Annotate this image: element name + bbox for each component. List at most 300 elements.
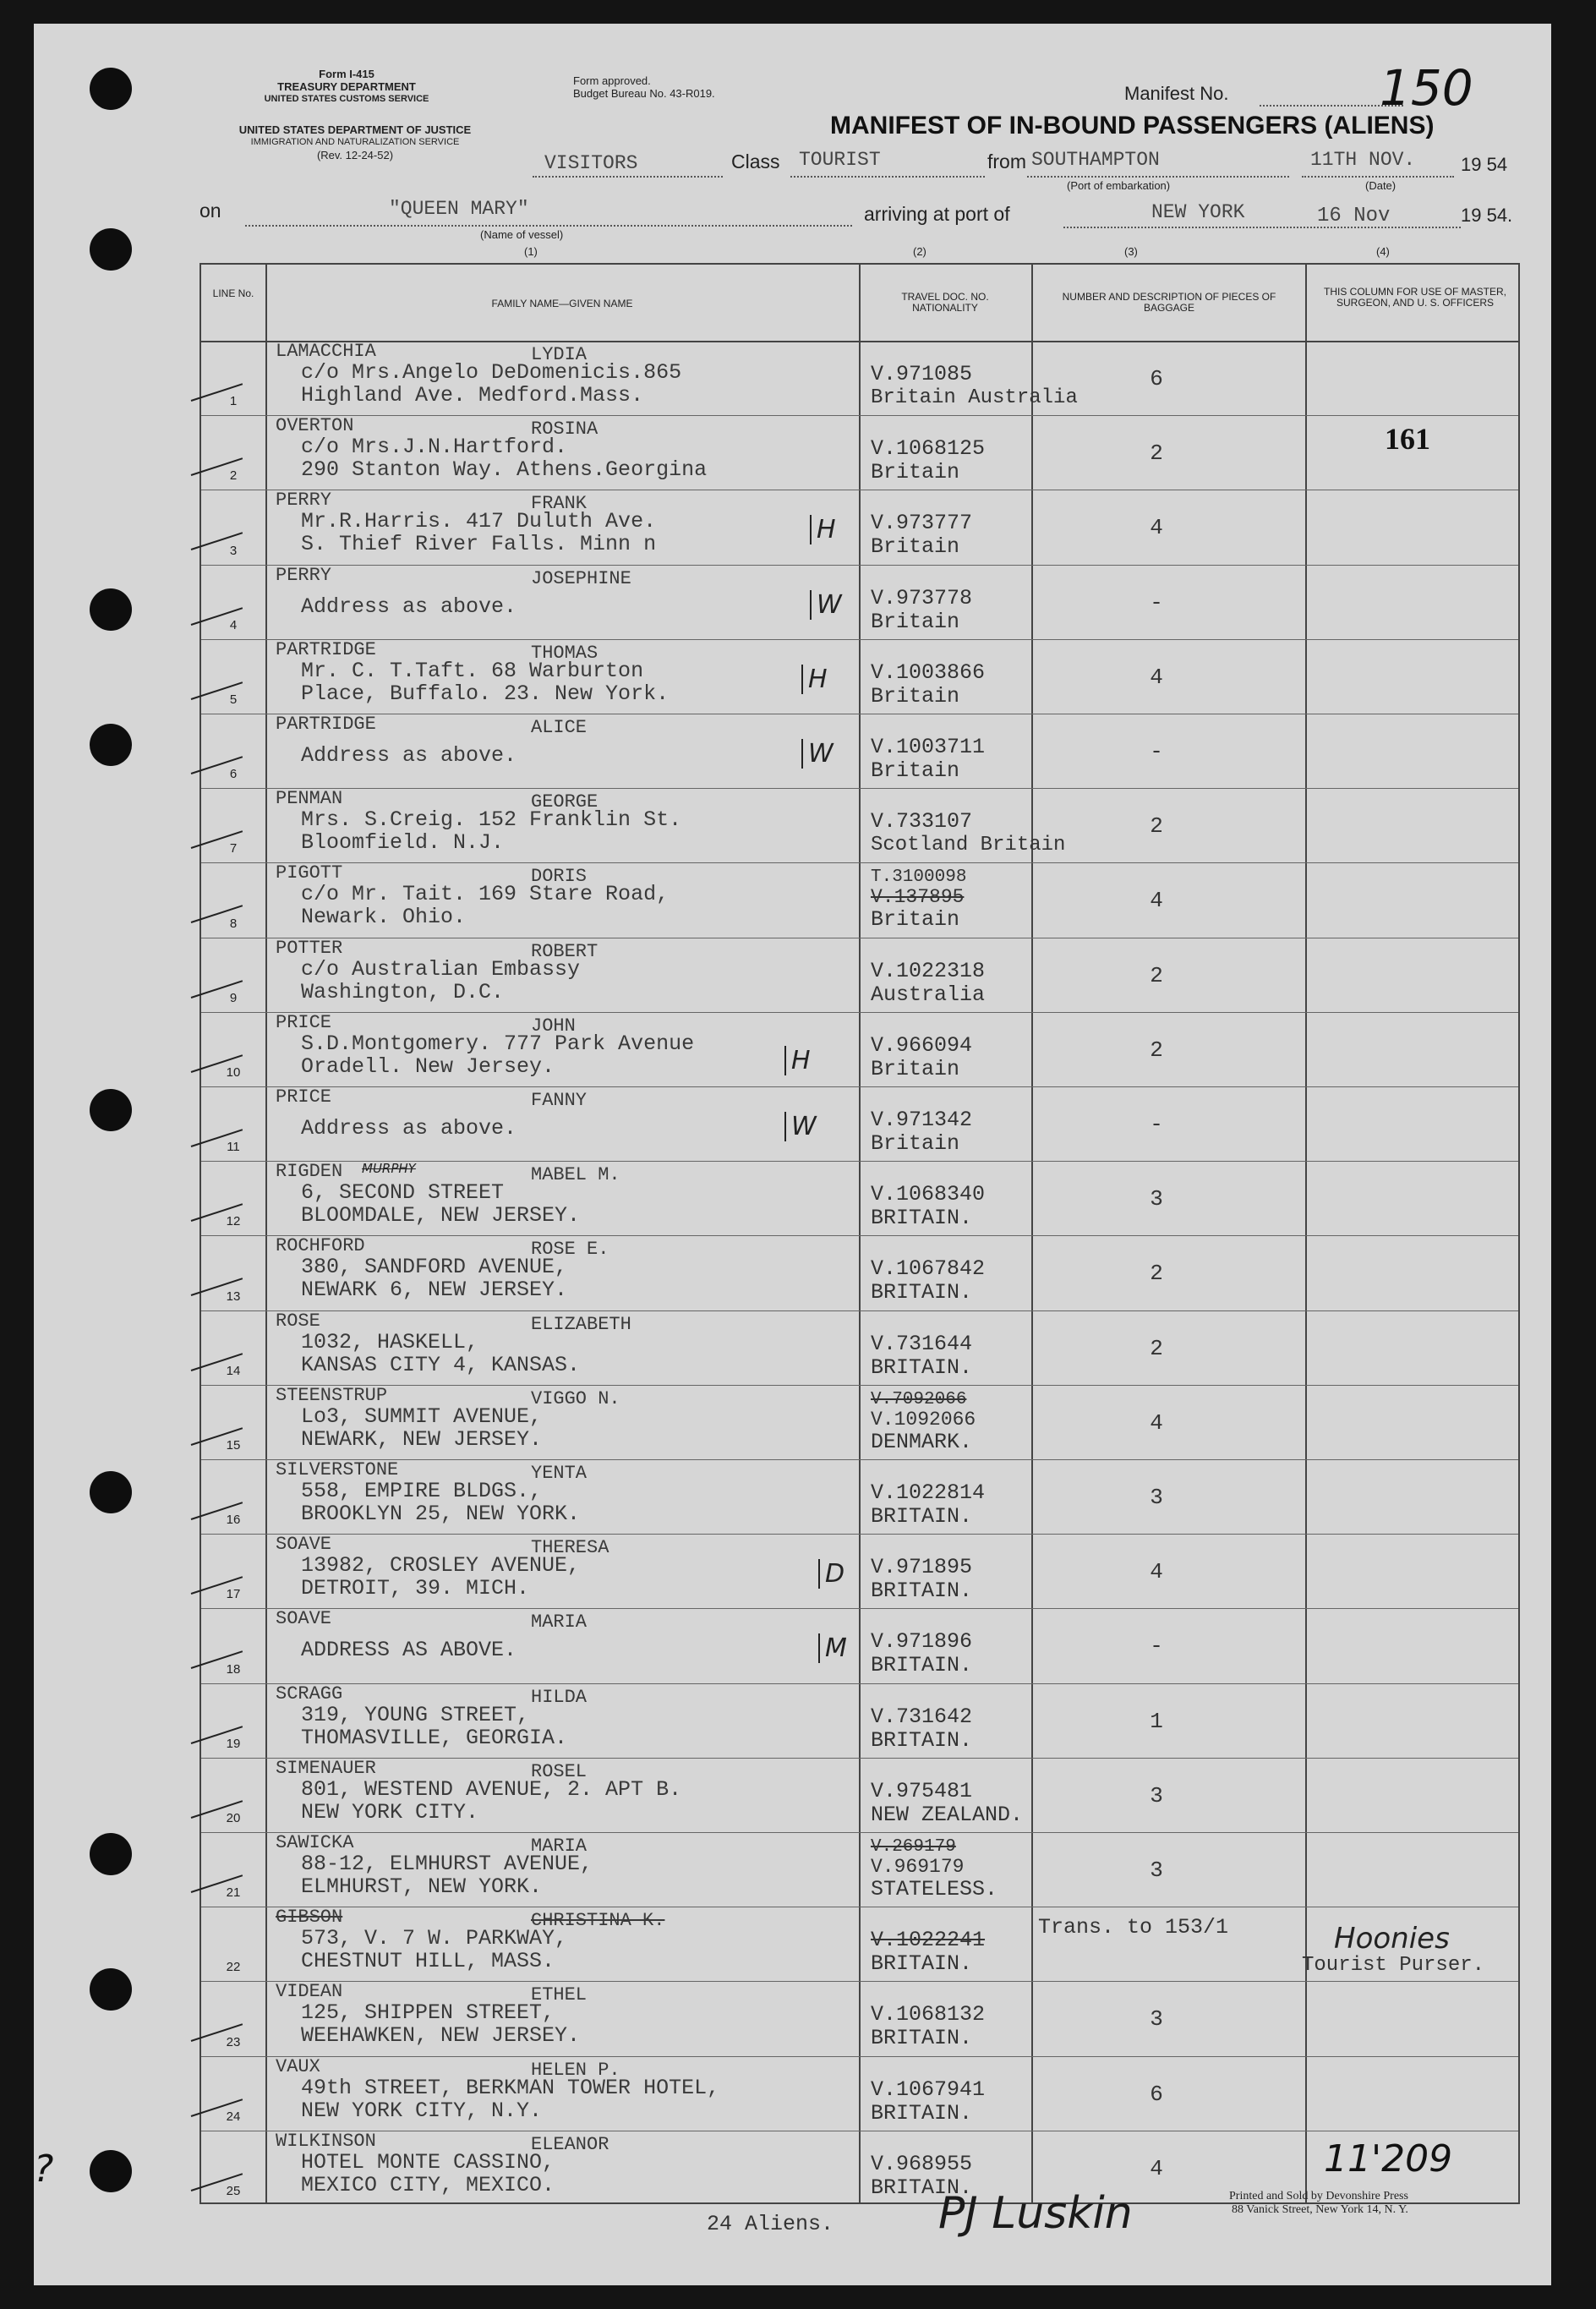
vessel-name: "QUEEN MARY" bbox=[389, 198, 529, 220]
nationality: BRITAIN. bbox=[871, 1206, 973, 1231]
approval-note: Form approved. Budget Bureau No. 43-R019. bbox=[573, 74, 715, 100]
family-bracket-mark: M bbox=[818, 1633, 847, 1663]
table-row bbox=[201, 1235, 1518, 1310]
travel-doc-number: V.971896 bbox=[871, 1629, 973, 1655]
address-line: BROOKLYN 25, NEW YORK. bbox=[301, 1502, 581, 1526]
baggage-count: - bbox=[1150, 1112, 1163, 1137]
given-name: JOHN bbox=[531, 1015, 576, 1037]
row-divider bbox=[201, 788, 1518, 789]
address-line: BLOOMDALE, NEW JERSEY. bbox=[301, 1203, 581, 1228]
baggage-count: 1 bbox=[1150, 1708, 1163, 1734]
nationality: NEW ZEALAND. bbox=[871, 1802, 1024, 1827]
line-number: 11 bbox=[227, 1140, 240, 1155]
travel-doc-number: T.3100098 bbox=[871, 867, 967, 888]
baggage-count: - bbox=[1150, 1633, 1163, 1660]
table-row bbox=[201, 1310, 1518, 1385]
nationality: BRITAIN. bbox=[871, 2026, 973, 2051]
family-bracket-mark: W bbox=[810, 590, 842, 620]
line-number: 13 bbox=[226, 1289, 241, 1304]
address-line: NEW YORK CITY. bbox=[301, 1799, 479, 1825]
address-line: c/o Mrs.J.N.Hartford. bbox=[301, 435, 568, 460]
address-line: ADDRESS AS ABOVE. bbox=[301, 1638, 517, 1663]
travel-doc-number: V.1068125 bbox=[871, 436, 986, 462]
header-officers: THIS COLUMN FOR USE OF MASTER, SURGEON, AND U. S. OFFICERS bbox=[1323, 286, 1506, 309]
punch-hole bbox=[90, 1471, 132, 1513]
column-number: (3) bbox=[1124, 245, 1138, 258]
passenger-table bbox=[200, 263, 1520, 2204]
family-bracket-mark: H bbox=[801, 665, 828, 694]
category-value: VISITORS bbox=[544, 152, 638, 174]
from-label: from bbox=[987, 150, 1026, 172]
given-name: ETHEL bbox=[531, 1984, 588, 2006]
nationality: Britain bbox=[871, 460, 960, 485]
table-row bbox=[201, 341, 1518, 415]
line-number: 12 bbox=[226, 1214, 241, 1229]
travel-doc-number: V.971342 bbox=[871, 1108, 973, 1132]
family-name: PRICE bbox=[276, 1086, 332, 1108]
nationality: Scotland Britain bbox=[871, 834, 1066, 857]
from-value: SOUTHAMPTON bbox=[1031, 149, 1160, 171]
given-name: ROSE E. bbox=[531, 1239, 609, 1261]
column-number: (1) bbox=[524, 245, 538, 258]
given-name: ELEANOR bbox=[531, 2133, 609, 2155]
address-line: 319, YOUNG STREET, bbox=[301, 1702, 530, 1727]
nationality: BRITAIN. bbox=[871, 1727, 973, 1753]
travel-doc-number: V.1068340 bbox=[871, 1182, 986, 1207]
line-number: 18 bbox=[226, 1661, 241, 1677]
family-name: VAUX bbox=[276, 2055, 320, 2077]
travel-doc-number: V.973777 bbox=[871, 511, 973, 536]
line-number: 6 bbox=[229, 767, 238, 782]
travel-doc-number: V.1022814 bbox=[871, 1480, 986, 1505]
line-number: 4 bbox=[229, 617, 238, 632]
given-name: THOMAS bbox=[531, 642, 598, 664]
table-row bbox=[201, 1012, 1518, 1086]
nationality: BRITAIN. bbox=[871, 2100, 973, 2126]
table-row bbox=[201, 639, 1518, 714]
table-row bbox=[201, 1086, 1518, 1161]
address-line: Lo3, SUMMIT AVENUE, bbox=[301, 1403, 543, 1429]
baggage-count: 3 bbox=[1150, 1782, 1163, 1808]
baggage-count: 2 bbox=[1150, 1335, 1163, 1361]
page-title: MANIFEST OF IN-BOUND PASSENGERS (ALIENS) bbox=[830, 112, 1435, 140]
punch-hole bbox=[90, 724, 132, 766]
punch-hole bbox=[90, 1833, 132, 1875]
given-name: HELEN P. bbox=[531, 2059, 620, 2081]
family-name: SCRAGG bbox=[276, 1683, 343, 1704]
address-line: Washington, D.C. bbox=[301, 979, 505, 1004]
line-number: 24 bbox=[226, 2109, 241, 2124]
given-name: CHRISTINA K. bbox=[531, 1910, 665, 1932]
address-line: Oradell. New Jersey. bbox=[301, 1053, 555, 1079]
class-label: Class bbox=[731, 150, 780, 172]
family-name: LAMACCHIA bbox=[276, 341, 376, 362]
address-line: 88-12, ELMHURST AVENUE, bbox=[301, 1852, 593, 1876]
line-number: 1 bbox=[229, 394, 238, 409]
given-name: ROSINA bbox=[531, 419, 598, 440]
family-name: GIBSON bbox=[276, 1907, 343, 1929]
address-line: DETROIT, 39. MICH. bbox=[301, 1576, 530, 1601]
baggage-count: 3 bbox=[1150, 1485, 1163, 1510]
punch-hole bbox=[90, 588, 132, 631]
family-name: SAWICKA bbox=[276, 1832, 354, 1853]
date-caption: (Date) bbox=[1365, 179, 1396, 192]
given-name: DORIS bbox=[531, 866, 588, 888]
family-name: WILKINSON bbox=[276, 2130, 376, 2152]
family-name: RIGDEN bbox=[276, 1161, 343, 1183]
line-number: 25 bbox=[226, 2183, 241, 2198]
given-name: VIGGO N. bbox=[531, 1387, 620, 1409]
address-line: Mr. C. T.Taft. 68 Warburton bbox=[301, 658, 644, 683]
family-name: SOAVE bbox=[276, 1608, 332, 1630]
travel-doc-number: V.731642 bbox=[871, 1704, 973, 1729]
line-number: 14 bbox=[226, 1363, 241, 1378]
address-line: 573, V. 7 W. PARKWAY, bbox=[301, 1926, 568, 1951]
nationality: Britain bbox=[871, 609, 960, 634]
address-line: Bloomfield. N.J. bbox=[301, 830, 505, 856]
baggage-count: 6 bbox=[1150, 366, 1163, 391]
transfer-note: Trans. to 153/1 bbox=[1038, 1915, 1229, 1940]
line-number: 5 bbox=[229, 692, 238, 707]
family-name: PARTRIDGE bbox=[276, 638, 376, 660]
officer-stamp: 161 bbox=[1385, 422, 1430, 456]
printer-credit: Printed and Sold by Devonshire Press 88 Vanick Street, New York 14, N. Y. bbox=[1229, 2190, 1408, 2216]
nationality: Britain bbox=[871, 1056, 960, 1081]
nationality: STATELESS. bbox=[871, 1877, 998, 1901]
line-number: 10 bbox=[226, 1064, 241, 1080]
baggage-count: - bbox=[1150, 589, 1163, 616]
travel-doc-number: V.1022318 bbox=[871, 958, 986, 983]
address-line: CHESTNUT HILL, MASS. bbox=[301, 1949, 555, 1974]
nationality: DENMARK. bbox=[871, 1429, 973, 1454]
on-label: on bbox=[200, 200, 221, 222]
nationality: BRITAIN. bbox=[871, 1579, 973, 1604]
travel-doc-number-corrected: V.137895 bbox=[871, 886, 965, 909]
table-row bbox=[201, 1608, 1518, 1683]
manifest-no-label: Manifest No. bbox=[1124, 83, 1229, 104]
category-line bbox=[533, 176, 723, 178]
family-name: OVERTON bbox=[276, 415, 354, 437]
nationality: Britain bbox=[871, 907, 960, 933]
address-line: 290 Stanton Way. Athens.Georgina bbox=[301, 457, 708, 483]
family-bracket-mark: H bbox=[810, 515, 836, 544]
baggage-count: 2 bbox=[1150, 440, 1163, 467]
given-name: ROSEL bbox=[531, 1760, 588, 1782]
family-name: SIMENAUER bbox=[276, 1757, 376, 1779]
baggage-count: 4 bbox=[1150, 515, 1163, 541]
baggage-count: 2 bbox=[1150, 813, 1163, 840]
given-name: MABEL M. bbox=[531, 1164, 620, 1186]
header-line-no: LINE No. bbox=[212, 287, 254, 299]
family-bracket-mark: W bbox=[801, 739, 834, 769]
punch-hole bbox=[90, 1089, 132, 1131]
nationality: Britain bbox=[871, 1131, 960, 1156]
line-number: 23 bbox=[226, 2034, 241, 2049]
address-line: Place, Buffalo. 23. New York. bbox=[301, 681, 670, 706]
port-value: NEW YORK bbox=[1151, 201, 1245, 223]
baggage-count: 2 bbox=[1150, 1037, 1163, 1063]
family-bracket-mark: W bbox=[784, 1112, 817, 1141]
address-line: Mr.R.Harris. 417 Duluth Ave. bbox=[301, 509, 657, 534]
address-line: ELMHURST, NEW YORK. bbox=[301, 1874, 543, 1899]
date-value: 11TH NOV. bbox=[1310, 149, 1416, 171]
travel-doc-number-corrected: V.969179 bbox=[871, 1856, 965, 1878]
family-name: STEENSTRUP bbox=[276, 1384, 388, 1406]
nationality: BRITAIN. bbox=[871, 1280, 973, 1305]
travel-doc-number: V.269179 bbox=[871, 1837, 956, 1857]
address-line: HOTEL MONTE CASSINO, bbox=[301, 2149, 555, 2175]
address-line: 13982, CROSLEY AVENUE, bbox=[301, 1553, 581, 1579]
address-line: Newark. Ohio. bbox=[301, 905, 467, 930]
class-value: TOURIST bbox=[799, 149, 881, 171]
address-line: MEXICO CITY, MEXICO. bbox=[301, 2172, 555, 2197]
column-number: (4) bbox=[1376, 245, 1390, 258]
travel-doc-number: V.968955 bbox=[871, 2151, 973, 2176]
baggage-count: 4 bbox=[1150, 888, 1163, 914]
table-row bbox=[201, 565, 1518, 639]
year-value: 19 54. bbox=[1461, 205, 1513, 226]
given-name: MARIA bbox=[531, 1836, 588, 1857]
address-line: 558, EMPIRE BLDGS., bbox=[301, 1479, 543, 1503]
table-row bbox=[201, 490, 1518, 564]
form-number-block: Form I-415 TREASURY DEPARTMENT UNITED STATES CUSTOMS SERVICE bbox=[264, 68, 429, 104]
given-name: ELIZABETH bbox=[531, 1313, 631, 1335]
table-row bbox=[201, 1385, 1518, 1459]
nationality: Britain bbox=[871, 534, 960, 560]
given-name: YENTA bbox=[531, 1463, 588, 1484]
travel-doc-number: V.975481 bbox=[871, 1778, 973, 1803]
header-baggage: NUMBER AND DESCRIPTION OF PIECES OF BAGGAGE bbox=[1062, 291, 1276, 314]
address-line: S. Thief River Falls. Minn n bbox=[301, 532, 657, 557]
row-divider bbox=[201, 1012, 1518, 1013]
given-name: FRANK bbox=[531, 493, 588, 515]
family-name: PARTRIDGE bbox=[276, 714, 376, 735]
family-bracket-mark: H bbox=[784, 1046, 811, 1075]
address-line: c/o Mr. Tait. 169 Stare Road, bbox=[301, 882, 670, 907]
nationality: BRITAIN. bbox=[871, 1951, 973, 1977]
table-row bbox=[201, 2056, 1518, 2131]
family-name: VIDEAN bbox=[276, 1981, 343, 2003]
table-row bbox=[201, 1832, 1518, 1907]
baggage-count: 4 bbox=[1150, 664, 1163, 690]
line-number: 17 bbox=[226, 1587, 241, 1602]
table-row bbox=[201, 1161, 1518, 1235]
family-name: SILVERSTONE bbox=[276, 1459, 399, 1480]
row-divider bbox=[201, 1981, 1518, 1982]
punch-hole bbox=[90, 2150, 132, 2192]
family-name: ROSE bbox=[276, 1310, 320, 1332]
baggage-count: 4 bbox=[1150, 1559, 1163, 1585]
vessel-caption: (Name of vessel) bbox=[480, 228, 564, 241]
table-row bbox=[201, 1683, 1518, 1758]
address-line: Address as above. bbox=[301, 594, 517, 619]
line-number: 7 bbox=[229, 841, 238, 856]
handwritten-number: 11'209 bbox=[1324, 2137, 1453, 2180]
baggage-count: 4 bbox=[1150, 2155, 1163, 2181]
address-line: NEW YORK CITY, N.Y. bbox=[301, 2098, 543, 2123]
header-travel-doc: TRAVEL DOC. NO. NATIONALITY bbox=[901, 291, 989, 314]
row-divider bbox=[201, 639, 1518, 640]
given-name: GEORGE bbox=[531, 791, 598, 813]
table-row bbox=[201, 862, 1518, 937]
table-row bbox=[201, 1534, 1518, 1608]
family-name: SOAVE bbox=[276, 1534, 332, 1556]
arrival-date: 16 Nov bbox=[1317, 205, 1391, 227]
row-divider bbox=[201, 2056, 1518, 2057]
line-number: 15 bbox=[226, 1437, 241, 1453]
travel-doc-number: V.973778 bbox=[871, 585, 973, 610]
row-divider bbox=[201, 565, 1518, 566]
line-number: 8 bbox=[229, 916, 238, 931]
address-line: c/o Mrs.Angelo DeDomenicis.865 bbox=[301, 360, 682, 385]
baggage-count: 6 bbox=[1150, 2081, 1163, 2107]
table-row bbox=[201, 938, 1518, 1012]
nationality: Britain bbox=[871, 683, 960, 709]
from-caption: (Port of embarkation) bbox=[1067, 179, 1171, 192]
given-name: MARIA bbox=[531, 1611, 588, 1633]
family-name: PERRY bbox=[276, 564, 332, 586]
travel-doc-number: V.7092066 bbox=[871, 1389, 967, 1409]
date-line bbox=[1302, 176, 1454, 178]
line-number: 20 bbox=[226, 1810, 241, 1825]
given-name: ROBERT bbox=[531, 940, 598, 962]
row-divider bbox=[201, 862, 1518, 863]
address-line: 49th STREET, BERKMAN TOWER HOTEL, bbox=[301, 2075, 720, 2100]
official-signature: PJ Luskin bbox=[938, 2188, 1133, 2239]
nationality: BRITAIN. bbox=[871, 1504, 973, 1529]
baggage-count: 3 bbox=[1150, 2006, 1163, 2033]
table-row bbox=[201, 788, 1518, 862]
baggage-count: 2 bbox=[1150, 962, 1163, 988]
nationality: BRITAIN. bbox=[871, 1653, 973, 1678]
family-name: POTTER bbox=[276, 937, 343, 959]
port-line bbox=[1063, 227, 1461, 228]
family-name: PIGOTT bbox=[276, 862, 343, 884]
address-line: 6, SECOND STREET bbox=[301, 1180, 505, 1206]
baggage-count: 4 bbox=[1150, 1409, 1163, 1436]
travel-doc-number: V.966094 bbox=[871, 1032, 973, 1058]
nationality: Australia bbox=[871, 982, 986, 1007]
travel-doc-number-corrected: V.1092066 bbox=[871, 1408, 976, 1431]
punch-hole bbox=[90, 68, 132, 110]
row-divider bbox=[201, 1310, 1518, 1311]
given-name: ALICE bbox=[531, 717, 588, 738]
margin-scribble: ? bbox=[34, 2148, 54, 2191]
row-divider bbox=[201, 1459, 1518, 1460]
punch-hole bbox=[90, 1968, 132, 2011]
row-divider bbox=[201, 1235, 1518, 1236]
table-row bbox=[201, 1758, 1518, 1832]
from-line bbox=[1027, 176, 1289, 178]
travel-doc-number: V.1003711 bbox=[871, 735, 986, 759]
year-value: 19 54 bbox=[1461, 154, 1508, 175]
justice-block: UNITED STATES DEPARTMENT OF JUSTICE IMMIGRATION AND NATURALIZATION SERVICE (Rev. 12-24-52) bbox=[238, 123, 472, 161]
nationality: BRITAIN. bbox=[871, 2175, 973, 2200]
alien-count: 24 Aliens. bbox=[707, 2212, 834, 2236]
punch-hole bbox=[90, 228, 132, 271]
address-line: 380, SANDFORD AVENUE, bbox=[301, 1255, 568, 1280]
family-name: PRICE bbox=[276, 1011, 332, 1033]
vessel-line bbox=[245, 225, 852, 227]
nationality: Britain Australia bbox=[871, 386, 1078, 409]
given-name: HILDA bbox=[531, 1686, 588, 1708]
family-bracket-mark: D bbox=[818, 1559, 844, 1589]
line-number: 2 bbox=[229, 468, 238, 484]
given-name: LYDIA bbox=[531, 344, 588, 365]
address-line: 125, SHIPPEN STREET, bbox=[301, 2000, 555, 2026]
arriving-label: arriving at port of bbox=[864, 203, 1010, 225]
address-line: NEWARK 6, NEW JERSEY. bbox=[301, 1278, 568, 1303]
class-line bbox=[790, 176, 985, 178]
baggage-count: 3 bbox=[1150, 1186, 1163, 1212]
line-number: 22 bbox=[226, 1960, 241, 1975]
family-name: ROCHFORD bbox=[276, 1235, 365, 1257]
address-line: THOMASVILLE, GEORGIA. bbox=[301, 1725, 568, 1750]
header-name: FAMILY NAME—GIVEN NAME bbox=[491, 298, 633, 309]
row-divider bbox=[201, 415, 1518, 416]
purser-label: Tourist Purser. bbox=[1302, 1954, 1485, 1977]
row-divider bbox=[201, 1832, 1518, 1833]
manifest-number: 150 bbox=[1380, 59, 1473, 117]
address-line: NEWARK, NEW JERSEY. bbox=[301, 1426, 543, 1452]
baggage-count: - bbox=[1150, 739, 1163, 764]
name-correction: MURPHY bbox=[362, 1161, 416, 1177]
travel-doc-number: V.1067941 bbox=[871, 2076, 986, 2102]
purser-signature: Hoonies bbox=[1334, 1922, 1450, 1956]
given-name: THERESA bbox=[531, 1537, 609, 1559]
line-number: 19 bbox=[226, 1736, 241, 1751]
row-divider bbox=[201, 1385, 1518, 1386]
nationality: BRITAIN. bbox=[871, 1354, 973, 1380]
row-divider bbox=[201, 1608, 1518, 1609]
table-row bbox=[201, 415, 1518, 490]
line-number: 16 bbox=[226, 1513, 241, 1528]
row-divider bbox=[201, 1758, 1518, 1759]
travel-doc-number: V.1067842 bbox=[871, 1256, 986, 1282]
travel-doc-number: V.1068132 bbox=[871, 2002, 986, 2027]
row-divider bbox=[201, 1086, 1518, 1087]
given-name: JOSEPHINE bbox=[531, 567, 631, 589]
table-row bbox=[201, 1981, 1518, 2055]
travel-doc-number: V.731644 bbox=[871, 1331, 973, 1356]
line-number: 21 bbox=[226, 1885, 241, 1901]
address-line: WEEHAWKEN, NEW JERSEY. bbox=[301, 2023, 581, 2049]
nationality: Britain bbox=[871, 758, 960, 783]
address-line: Address as above. bbox=[301, 743, 517, 768]
address-line: 801, WESTEND AVENUE, 2. APT B. bbox=[301, 1776, 682, 1802]
row-divider bbox=[201, 1683, 1518, 1684]
row-divider bbox=[201, 1534, 1518, 1535]
family-name: PERRY bbox=[276, 490, 332, 512]
travel-doc-number: V.971895 bbox=[871, 1555, 973, 1580]
travel-doc-number: V.971085 bbox=[871, 362, 973, 386]
baggage-count: 2 bbox=[1150, 1261, 1163, 1287]
baggage-count: 3 bbox=[1150, 1858, 1163, 1883]
given-name: FANNY bbox=[531, 1090, 588, 1111]
address-line: Mrs. S.Creig. 152 Franklin St. bbox=[301, 807, 682, 833]
address-line: S.D.Montgomery. 777 Park Avenue bbox=[301, 1031, 695, 1056]
line-number: 9 bbox=[229, 990, 238, 1005]
manifest-sheet bbox=[34, 24, 1551, 2285]
travel-doc-number: V.1003866 bbox=[871, 659, 986, 685]
address-line: Highland Ave. Medford.Mass. bbox=[301, 383, 644, 408]
travel-doc-number: V.733107 bbox=[871, 809, 973, 834]
address-line: Address as above. bbox=[301, 1116, 517, 1141]
travel-doc-number: V.1022241 bbox=[871, 1928, 986, 1953]
line-number: 3 bbox=[229, 543, 238, 558]
address-line: 1032, HASKELL, bbox=[301, 1329, 479, 1354]
address-line: KANSAS CITY 4, KANSAS. bbox=[301, 1352, 581, 1377]
